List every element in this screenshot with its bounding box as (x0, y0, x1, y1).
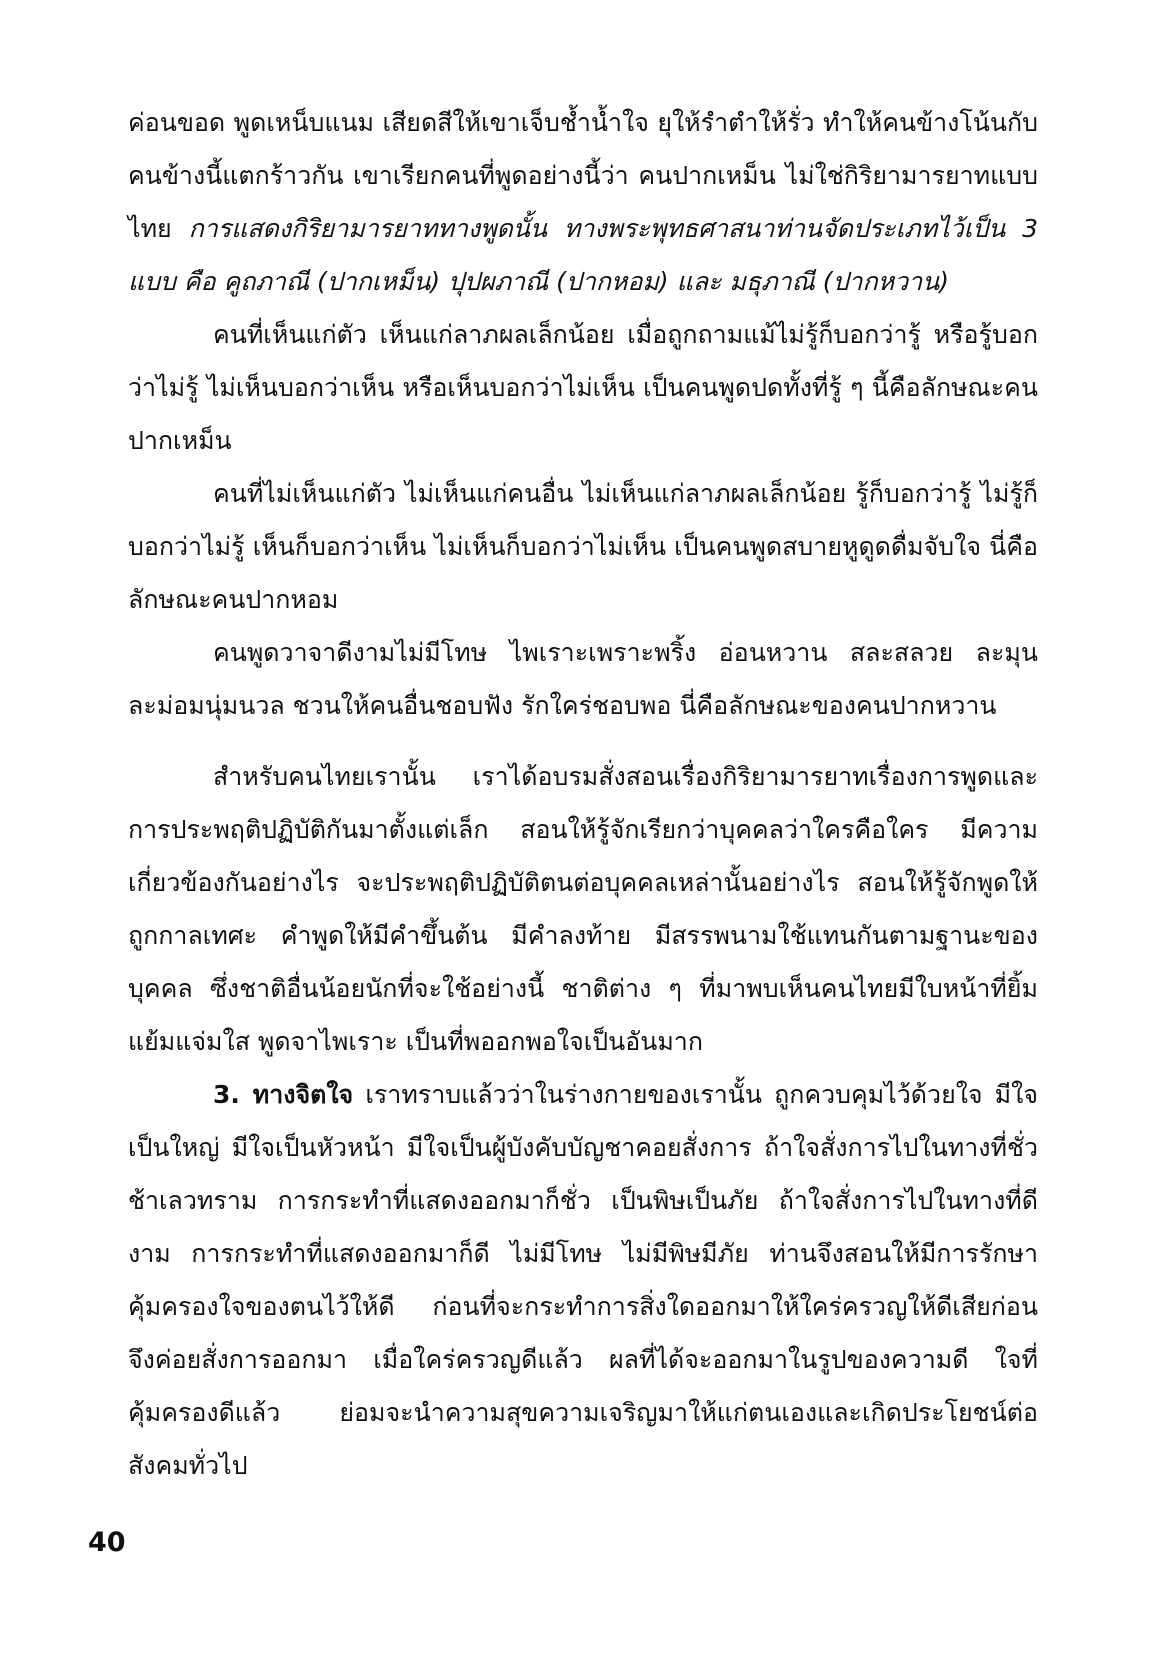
paragraph-6-body: เราทราบแล้วว่าในร่างกายของเรานั้น ถูกควบคุมไว้ด้วยใจ มีใจเป็นใหญ่ มีใจเป็นหัวหน้า มีใจเป็นผู้บังคับบัญชาคอยสั่งการ ถ้าใจสั่งการไปในทางที่ชั่วช้าเลวทราม การกระทำที่แสดงออกมาก็ชั่ว เป็นพิษเป็นภัย ถ้าใจสั่งการไปในทางที่ดีงาม การกระทำที่แสดงออกมาก็ดี ไม่มีโทษ ไม่มีพิษมีภัย ท่านจึงสอนให้มีการรักษาคุ้มครองใจของตนไว้ให้ดี ก่อนที่จะกระทำการสิ่งใดออกมาให้ใคร่ครวญให้ดีเสียก่อน จึงค่อยสั่งการออกมา เมื่อใคร่ครวญดีแล้ว ผลที่ได้จะออกมาในรูปของความดี ใจที่คุ้มครองดีแล้ว ย่อมจะนำความสุขความเจริญมาให้แก่ตนเองและเกิดประโยชน์ต่อสังคมทั่วไป (128, 1080, 1039, 1480)
paragraph-3: คนที่ไม่เห็นแก่ตัว ไม่เห็นแก่คนอื่น ไม่เห็นแก่ลาภผลเล็กน้อย รู้ก็บอกว่ารู้ ไม่รู้ก็บอกว่าไม่รู้ เห็นก็บอกว่าเห็น ไม่เห็นก็บอกว่าไม่เห็น เป็นคนพูดสบายหูดูดดื่มจับใจ นี่คือลักษณะคนปากหอม (128, 479, 1038, 614)
paragraph-6 (128, 1068, 1038, 1492)
paragraph-5: สำหรับคนไทยเรานั้น เราได้อบรมสั่งสอนเรื่องกิริยามารยาทเรื่องการพูดและการประพฤติปฏิบัติกันมาตั้งแต่เล็ก สอนให้รู้จักเรียกว่าบุคคลว่าใครคือใคร มีความเกี่ยวข้องกันอย่างไร จะประพฤติปฏิบัติตนต่อบุคคลเหล่านั้นอย่างไร สอนให้รู้จักพูดให้ถูกกาลเทศะ คำพูดให้มีคำขึ้นต้น มีคำลงท้าย มีสรรพนามใช้แทนกันตามฐานะของบุคคล ซึ่งชาติอื่นน้อยนักที่จะใช้อย่างนี้ ชาติต่าง ๆ ที่มาพบเห็นคนไทยมีใบหน้าที่ยิ้มแย้มแจ่มใส พูดจาไพเราะ เป็นที่พออกพอใจเป็นอันมาก (128, 762, 1038, 1056)
paragraph-2: คนที่เห็นแก่ตัว เห็นแก่ลาภผลเล็กน้อย เมื่อถูกถามแม้ไม่รู้ก็บอกว่ารู้ หรือรู้บอกว่าไม่รู้ ไม่เห็นบอกว่าเห็น หรือเห็นบอกว่าไม่เห็น เป็นคนพูดปดทั้งที่รู้ ๆ นี้คือลักษณะคนปากเหม็น (128, 320, 1038, 455)
paragraph-4: คนพูดวาจาดีงามไม่มีโทษ ไพเราะเพราะพริ้ง อ่อนหวาน สละสลวย ละมุนละม่อมนุ่มนวล ชวนให้คนอื่นชอบฟัง รักใคร่ชอบพอ นี่คือลักษณะของคนปากหวาน (128, 638, 1038, 720)
page-number: 40 (88, 1527, 126, 1558)
paragraph-1-italic: การแสดงกิริยามารยาททางพูดนั้น ทางพระพุทธศาสนาท่านจัดประเภทไว้เป็น 3 แบบ คือ คูถภาณี (ปากเหม็น) ปุปผภาณี (ปากหอม) และ มธุภาณี (ปากหวาน) (128, 214, 1038, 296)
paragraph-1 (128, 96, 1038, 308)
body-text (128, 96, 1038, 1492)
paragraph-1-lead: ค่อนขอด พูดเหน็บแนม เสียดสีให้เขาเจ็บช้ำน้ำใจ ยุให้รำตำให้รั่ว ทำให้คนข้างโน้นกับคนข้างนี้แตกร้าวกัน เขาเรียกคนที่พูดอย่างนี้ว่า คนปากเหม็น ไม่ใช่กิริยามารยาทแบบไทย (128, 108, 1038, 243)
section-heading: 3. ทางจิตใจ (213, 1080, 354, 1109)
